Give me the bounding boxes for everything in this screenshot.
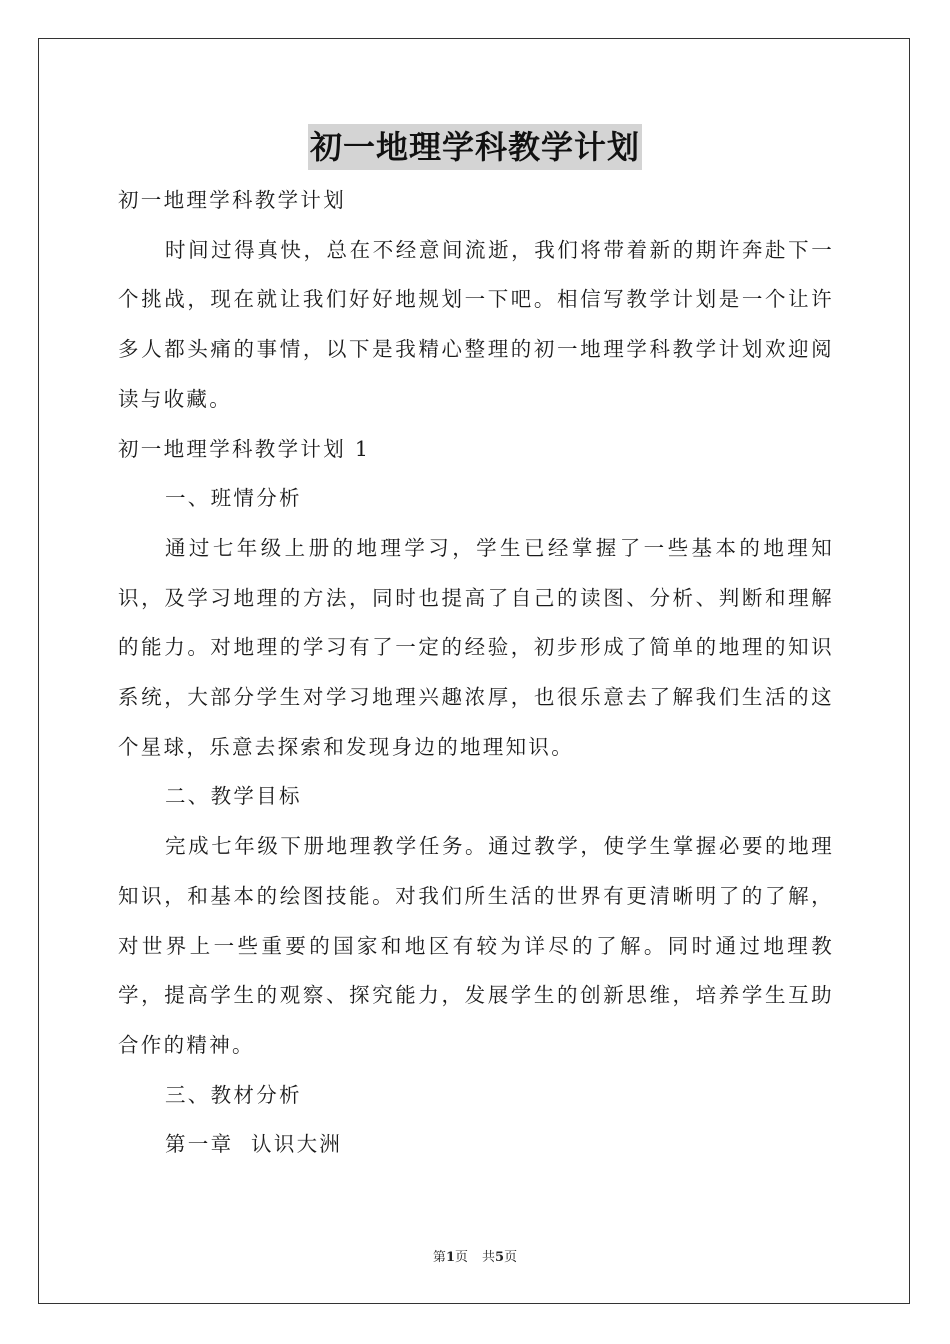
document-body <box>118 176 834 1170</box>
paragraph: 完成七年级下册地理教学任务。通过教学，使学生掌握必要的地理知识，和基本的绘图技能。对我们所生活的世界有更清晰明了的了解，对世界上一些重要的国家和地区有较为详尽的了解。同时通过地理教学，提高学生的观察、探究能力，发展学生的创新思维，培养学生互助合作的精神。 <box>118 834 834 1057</box>
paragraph: 二、教学目标 <box>165 784 302 809</box>
footer-page-prefix: 第 <box>432 1250 446 1265</box>
paragraph: 时间过得真快，总在不经意间流逝，我们将带着新的期许奔赴下一个挑战，现在就让我们好好地规划一下吧。相信写教学计划是一个让许多人都头痛的事情，以下是我精心整理的初一地理学科教学计划欢迎阅读与收藏。 <box>118 237 834 411</box>
paragraph: 通过七年级上册的地理学习，学生已经掌握了一些基本的地理知识，及学习地理的方法，同时也提高了自己的读图、分析、判断和理解的能力。对地理的学习有了一定的经验，初步形成了简单的地理的知识系统，大部分学生对学习地理兴趣浓厚，也很乐意去了解我们生活的这个星球，乐意去探索和发现身边的地理知识。 <box>118 535 834 759</box>
paragraph: 三、教材分析 <box>165 1082 302 1107</box>
page-footer <box>0 1246 950 1265</box>
footer-page-current: 1 <box>445 1250 455 1265</box>
footer-page-suffix: 页 <box>454 1250 468 1265</box>
paragraph: 一、班情分析 <box>165 486 302 511</box>
footer-total-suffix: 页 <box>504 1250 518 1265</box>
footer-total-prefix: 共 <box>482 1250 496 1265</box>
paragraph: 初一地理学科教学计划 <box>118 188 346 212</box>
footer-page-total: 5 <box>495 1250 505 1265</box>
paragraph: 初一地理学科教学计划 1 <box>118 436 371 461</box>
document-title: 初一地理学科教学计划 <box>308 124 642 170</box>
document-title-container <box>0 124 950 170</box>
paragraph: 第一章 认识大洲 <box>165 1132 343 1157</box>
